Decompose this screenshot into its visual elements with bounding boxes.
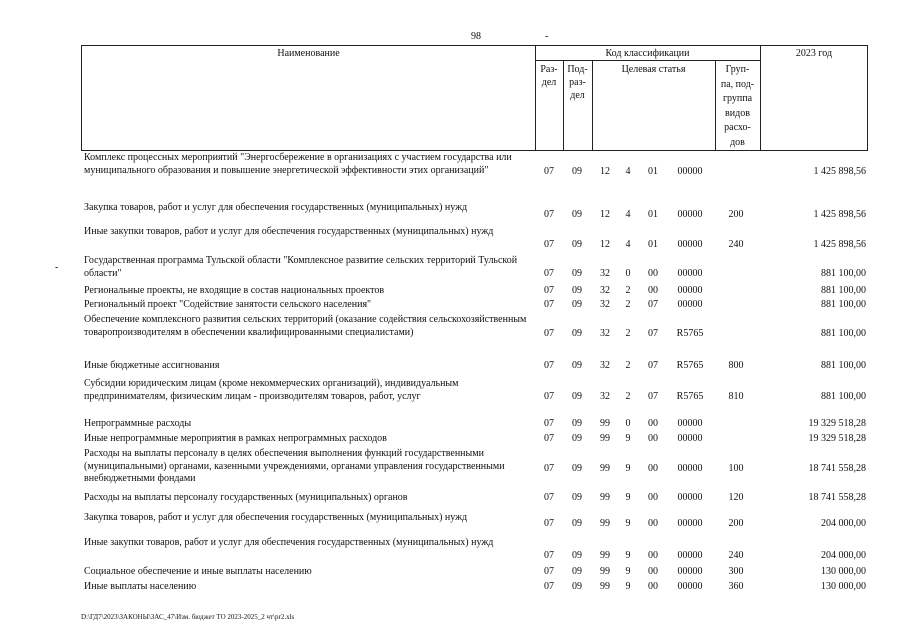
row-code-c: 00 <box>648 581 658 592</box>
row-name: Непрограммные расходы <box>84 418 192 429</box>
row-amount: 130 000,00 <box>821 581 866 592</box>
row-code-a: 99 <box>600 581 610 592</box>
row-code-d: 00000 <box>677 492 703 503</box>
row-code-vr: 360 <box>728 581 744 592</box>
row-amount: 1 425 898,56 <box>813 166 866 177</box>
row-code-d: 00000 <box>677 550 703 561</box>
row-code-a: 99 <box>600 433 610 444</box>
row-code-c: 00 <box>648 492 658 503</box>
row-code-c: 00 <box>648 566 658 577</box>
row-code-d: 00000 <box>677 581 703 592</box>
row-code-vr: 240 <box>728 239 744 250</box>
row-code-pr: 09 <box>572 209 582 220</box>
row-code-vr: 240 <box>728 550 744 561</box>
header-year: 2023 год <box>795 48 833 59</box>
row-code-r: 07 <box>544 239 554 250</box>
row-amount: 1 425 898,56 <box>813 239 866 250</box>
row-code-a: 99 <box>600 492 610 503</box>
row-code-r: 07 <box>544 391 554 402</box>
margin-mark: - <box>55 262 59 273</box>
row-code-r: 07 <box>544 463 554 474</box>
row-code-pr: 09 <box>572 433 582 444</box>
row-code-r: 07 <box>544 550 554 561</box>
row-code-r: 07 <box>544 285 554 296</box>
row-name: Иные бюджетные ассигнования <box>84 360 220 371</box>
page-number: 98 <box>471 31 481 42</box>
row-code-a: 12 <box>600 166 610 177</box>
header-divider <box>535 60 760 61</box>
row-code-d: 00000 <box>677 239 703 250</box>
row-amount: 19 329 518,28 <box>808 418 866 429</box>
table-header <box>81 45 868 151</box>
header-podrazdel: Под- раз- дел <box>567 64 588 101</box>
row-code-d: 00000 <box>677 518 703 529</box>
row-code-b: 9 <box>625 550 631 561</box>
row-code-pr: 09 <box>572 550 582 561</box>
row-code-b: 2 <box>625 299 631 310</box>
row-code-c: 07 <box>648 299 658 310</box>
row-amount: 881 100,00 <box>821 268 866 279</box>
row-code-r: 07 <box>544 268 554 279</box>
row-amount: 1 425 898,56 <box>813 209 866 220</box>
row-code-pr: 09 <box>572 518 582 529</box>
row-code-c: 00 <box>648 433 658 444</box>
row-amount: 204 000,00 <box>821 518 866 529</box>
row-code-b: 9 <box>625 566 631 577</box>
row-name: Региональные проекты, не входящие в состав национальных проектов <box>84 285 385 296</box>
row-code-c: 00 <box>648 418 658 429</box>
row-code-d: 00000 <box>677 566 703 577</box>
row-code-pr: 09 <box>572 268 582 279</box>
row-code-a: 99 <box>600 566 610 577</box>
row-code-pr: 09 <box>572 166 582 177</box>
row-code-pr: 09 <box>572 328 582 339</box>
row-code-r: 07 <box>544 492 554 503</box>
row-name: Обеспечение комплексного развития сельских территорий (оказание содействия сельскохозяйственным товаропроизводителям в обеспечении квалифицированными специалистами) <box>84 314 527 338</box>
row-code-d: 00000 <box>677 418 703 429</box>
row-code-a: 12 <box>600 209 610 220</box>
row-code-vr: 120 <box>728 492 744 503</box>
row-code-d: 00000 <box>677 433 703 444</box>
row-code-b: 9 <box>625 433 631 444</box>
row-code-a: 32 <box>600 285 610 296</box>
row-code-a: 32 <box>600 391 610 402</box>
row-code-c: 07 <box>648 328 658 339</box>
row-code-a: 32 <box>600 328 610 339</box>
row-code-r: 07 <box>544 328 554 339</box>
row-name: Закупка товаров, работ и услуг для обеспечения государственных (муниципальных) нужд <box>84 202 468 213</box>
row-code-b: 0 <box>625 418 631 429</box>
row-code-b: 2 <box>625 360 631 371</box>
page-dash: - <box>545 31 549 42</box>
row-code-c: 01 <box>648 209 658 220</box>
row-code-pr: 09 <box>572 239 582 250</box>
row-amount: 881 100,00 <box>821 328 866 339</box>
row-code-pr: 09 <box>572 566 582 577</box>
row-code-pr: 09 <box>572 360 582 371</box>
row-code-pr: 09 <box>572 581 582 592</box>
row-code-d: R5765 <box>676 360 704 371</box>
row-code-pr: 09 <box>572 463 582 474</box>
row-name: Иные закупки товаров, работ и услуг для обеспечения государственных (муниципальных) нужд <box>84 537 494 548</box>
row-code-vr: 300 <box>728 566 744 577</box>
row-code-r: 07 <box>544 360 554 371</box>
row-code-b: 4 <box>625 166 631 177</box>
header-celevaya: Целевая статья <box>621 64 686 75</box>
row-code-b: 9 <box>625 581 631 592</box>
row-code-d: R5765 <box>676 391 704 402</box>
footer-path: D:\ГД7\2023\ЗАКОНЫ\ЗАС_47\Изм. бюджет ТО 2023-2025_2 чт\pr2.xls <box>81 613 295 621</box>
row-code-c: 07 <box>648 360 658 371</box>
row-amount: 18 741 558,28 <box>808 463 866 474</box>
row-name: Региональный проект "Содействие занятости сельского населения" <box>84 299 372 310</box>
row-amount: 19 329 518,28 <box>808 433 866 444</box>
row-code-a: 99 <box>600 418 610 429</box>
row-code-c: 01 <box>648 239 658 250</box>
row-amount: 881 100,00 <box>821 299 866 310</box>
row-code-d: 00000 <box>677 463 703 474</box>
row-code-b: 2 <box>625 285 631 296</box>
row-code-vr: 810 <box>728 391 744 402</box>
row-code-pr: 09 <box>572 285 582 296</box>
row-code-a: 99 <box>600 463 610 474</box>
row-code-r: 07 <box>544 418 554 429</box>
row-code-d: R5765 <box>676 328 704 339</box>
row-name: Комплекс процессных мероприятий "Энергосбережение в организациях с участием государства или муниципального образования и повышение энергетической эффективности этих организаций" <box>84 152 512 176</box>
row-code-d: 00000 <box>677 209 703 220</box>
row-code-r: 07 <box>544 209 554 220</box>
row-code-d: 00000 <box>677 268 703 279</box>
row-code-b: 9 <box>625 518 631 529</box>
header-code: Код классификации <box>605 48 690 59</box>
row-name: Субсидии юридическим лицам (кроме некоммерческих организаций), индивидуальным предпринимателям, физическим лицам - производителям товаров, работ, услуг <box>84 378 459 402</box>
row-code-vr: 100 <box>728 463 744 474</box>
row-code-d: 00000 <box>677 299 703 310</box>
row-code-b: 2 <box>625 391 631 402</box>
row-code-c: 07 <box>648 391 658 402</box>
row-amount: 881 100,00 <box>821 391 866 402</box>
row-name: Иные непрограммные мероприятия в рамках непрограммных расходов <box>84 433 387 444</box>
row-amount: 881 100,00 <box>821 285 866 296</box>
row-name: Государственная программа Тульской области "Комплексное развитие сельских территорий Тульской области" <box>84 255 518 279</box>
row-code-pr: 09 <box>572 299 582 310</box>
row-code-b: 0 <box>625 268 631 279</box>
header-gruppa: Груп- па, под- группа видов расхо- дов <box>720 64 755 148</box>
row-name: Расходы на выплаты персоналу государственных (муниципальных) органов <box>84 492 408 503</box>
row-code-r: 07 <box>544 299 554 310</box>
row-code-a: 99 <box>600 518 610 529</box>
row-code-c: 00 <box>648 550 658 561</box>
row-code-r: 07 <box>544 566 554 577</box>
row-code-c: 00 <box>648 518 658 529</box>
header-divider <box>760 46 761 150</box>
header-name: Наименование <box>277 48 340 59</box>
row-code-a: 32 <box>600 360 610 371</box>
row-amount: 204 000,00 <box>821 550 866 561</box>
row-code-c: 00 <box>648 268 658 279</box>
row-code-r: 07 <box>544 518 554 529</box>
row-code-b: 4 <box>625 239 631 250</box>
row-code-b: 2 <box>625 328 631 339</box>
row-amount: 18 741 558,28 <box>808 492 866 503</box>
row-code-a: 32 <box>600 268 610 279</box>
row-name: Социальное обеспечение и иные выплаты населению <box>84 566 312 577</box>
header-divider <box>535 46 536 150</box>
row-code-a: 99 <box>600 550 610 561</box>
row-name: Иные выплаты населению <box>84 581 197 592</box>
row-code-b: 4 <box>625 209 631 220</box>
row-amount: 881 100,00 <box>821 360 866 371</box>
row-code-a: 32 <box>600 299 610 310</box>
row-code-vr: 200 <box>728 518 744 529</box>
row-code-r: 07 <box>544 581 554 592</box>
row-code-vr: 800 <box>728 360 744 371</box>
row-code-c: 00 <box>648 463 658 474</box>
row-code-d: 00000 <box>677 166 703 177</box>
row-name: Иные закупки товаров, работ и услуг для обеспечения государственных (муниципальных) нужд <box>84 226 494 237</box>
row-code-d: 00000 <box>677 285 703 296</box>
row-code-c: 01 <box>648 166 658 177</box>
row-code-b: 9 <box>625 492 631 503</box>
row-code-c: 00 <box>648 285 658 296</box>
row-code-pr: 09 <box>572 418 582 429</box>
row-code-r: 07 <box>544 433 554 444</box>
row-code-r: 07 <box>544 166 554 177</box>
row-code-pr: 09 <box>572 391 582 402</box>
row-code-b: 9 <box>625 463 631 474</box>
row-name: Расходы на выплаты персоналу в целях обеспечения выполнения функций государственными (муниципальными) органами, казенными учреждениями, органами управления государственными внебюджетными фондами <box>84 448 505 484</box>
row-code-pr: 09 <box>572 492 582 503</box>
row-amount: 130 000,00 <box>821 566 866 577</box>
row-code-vr: 200 <box>728 209 744 220</box>
row-code-a: 12 <box>600 239 610 250</box>
header-razdel: Раз- дел <box>540 64 558 88</box>
row-name: Закупка товаров, работ и услуг для обеспечения государственных (муниципальных) нужд <box>84 512 468 523</box>
